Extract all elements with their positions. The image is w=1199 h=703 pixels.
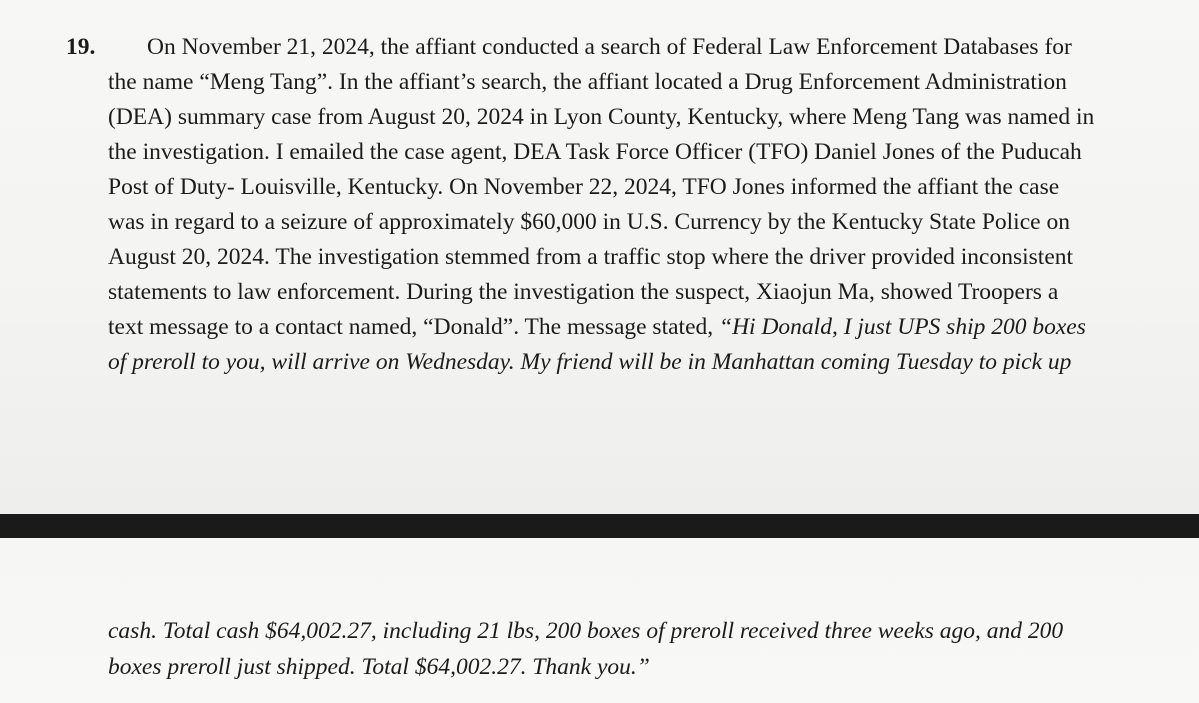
quoted-message-line: cash. Total cash $64,002.27, including 21 lbs, 200 boxes of preroll received three weeks ago, and 200 bbox=[108, 618, 1064, 644]
text-line: the investigation. I emailed the case agent, DEA Task Force Officer (TFO) Daniel Jones of the Puducah bbox=[108, 139, 1082, 165]
quoted-message-line: of preroll to you, will arrive on Wednesday. My friend will be in Manhattan coming Tuesday to pick up bbox=[108, 349, 1072, 375]
paragraph-number: 19. bbox=[66, 34, 96, 60]
text-line: was in regard to a seizure of approximately $60,000 in U.S. Currency by the Kentucky State Police on bbox=[108, 209, 1070, 235]
text-line: Post of Duty- Louisville, Kentucky. On November 22, 2024, TFO Jones informed the affiant the case bbox=[108, 174, 1060, 200]
text-line: (DEA) summary case from August 20, 2024 in Lyon County, Kentucky, where Meng Tang was named in bbox=[108, 104, 1095, 130]
text-line: the name “Meng Tang”. In the affiant’s search, the affiant located a Drug Enforcement Administration bbox=[108, 69, 1067, 95]
page-break-bar bbox=[0, 514, 1199, 538]
text-line: August 20, 2024. The investigation stemmed from a traffic stop where the driver provided inconsistent bbox=[108, 244, 1074, 270]
text-line: On November 21, 2024, the affiant conducted a search of Federal Law Enforcement Databases for bbox=[147, 34, 1072, 60]
quoted-message-line: boxes preroll just shipped. Total $64,002.27. Thank you.” bbox=[108, 654, 650, 680]
text-line-quote-start bbox=[108, 316, 1086, 340]
text-plain: text message to a contact named, “Donald”. The message stated, bbox=[108, 314, 719, 340]
document-page-bottom bbox=[0, 538, 1199, 703]
quoted-message: “Hi Donald, I just UPS ship 200 boxes bbox=[719, 314, 1086, 340]
text-line: statements to law enforcement. During the investigation the suspect, Xiaojun Ma, showed Troopers a bbox=[108, 279, 1059, 305]
